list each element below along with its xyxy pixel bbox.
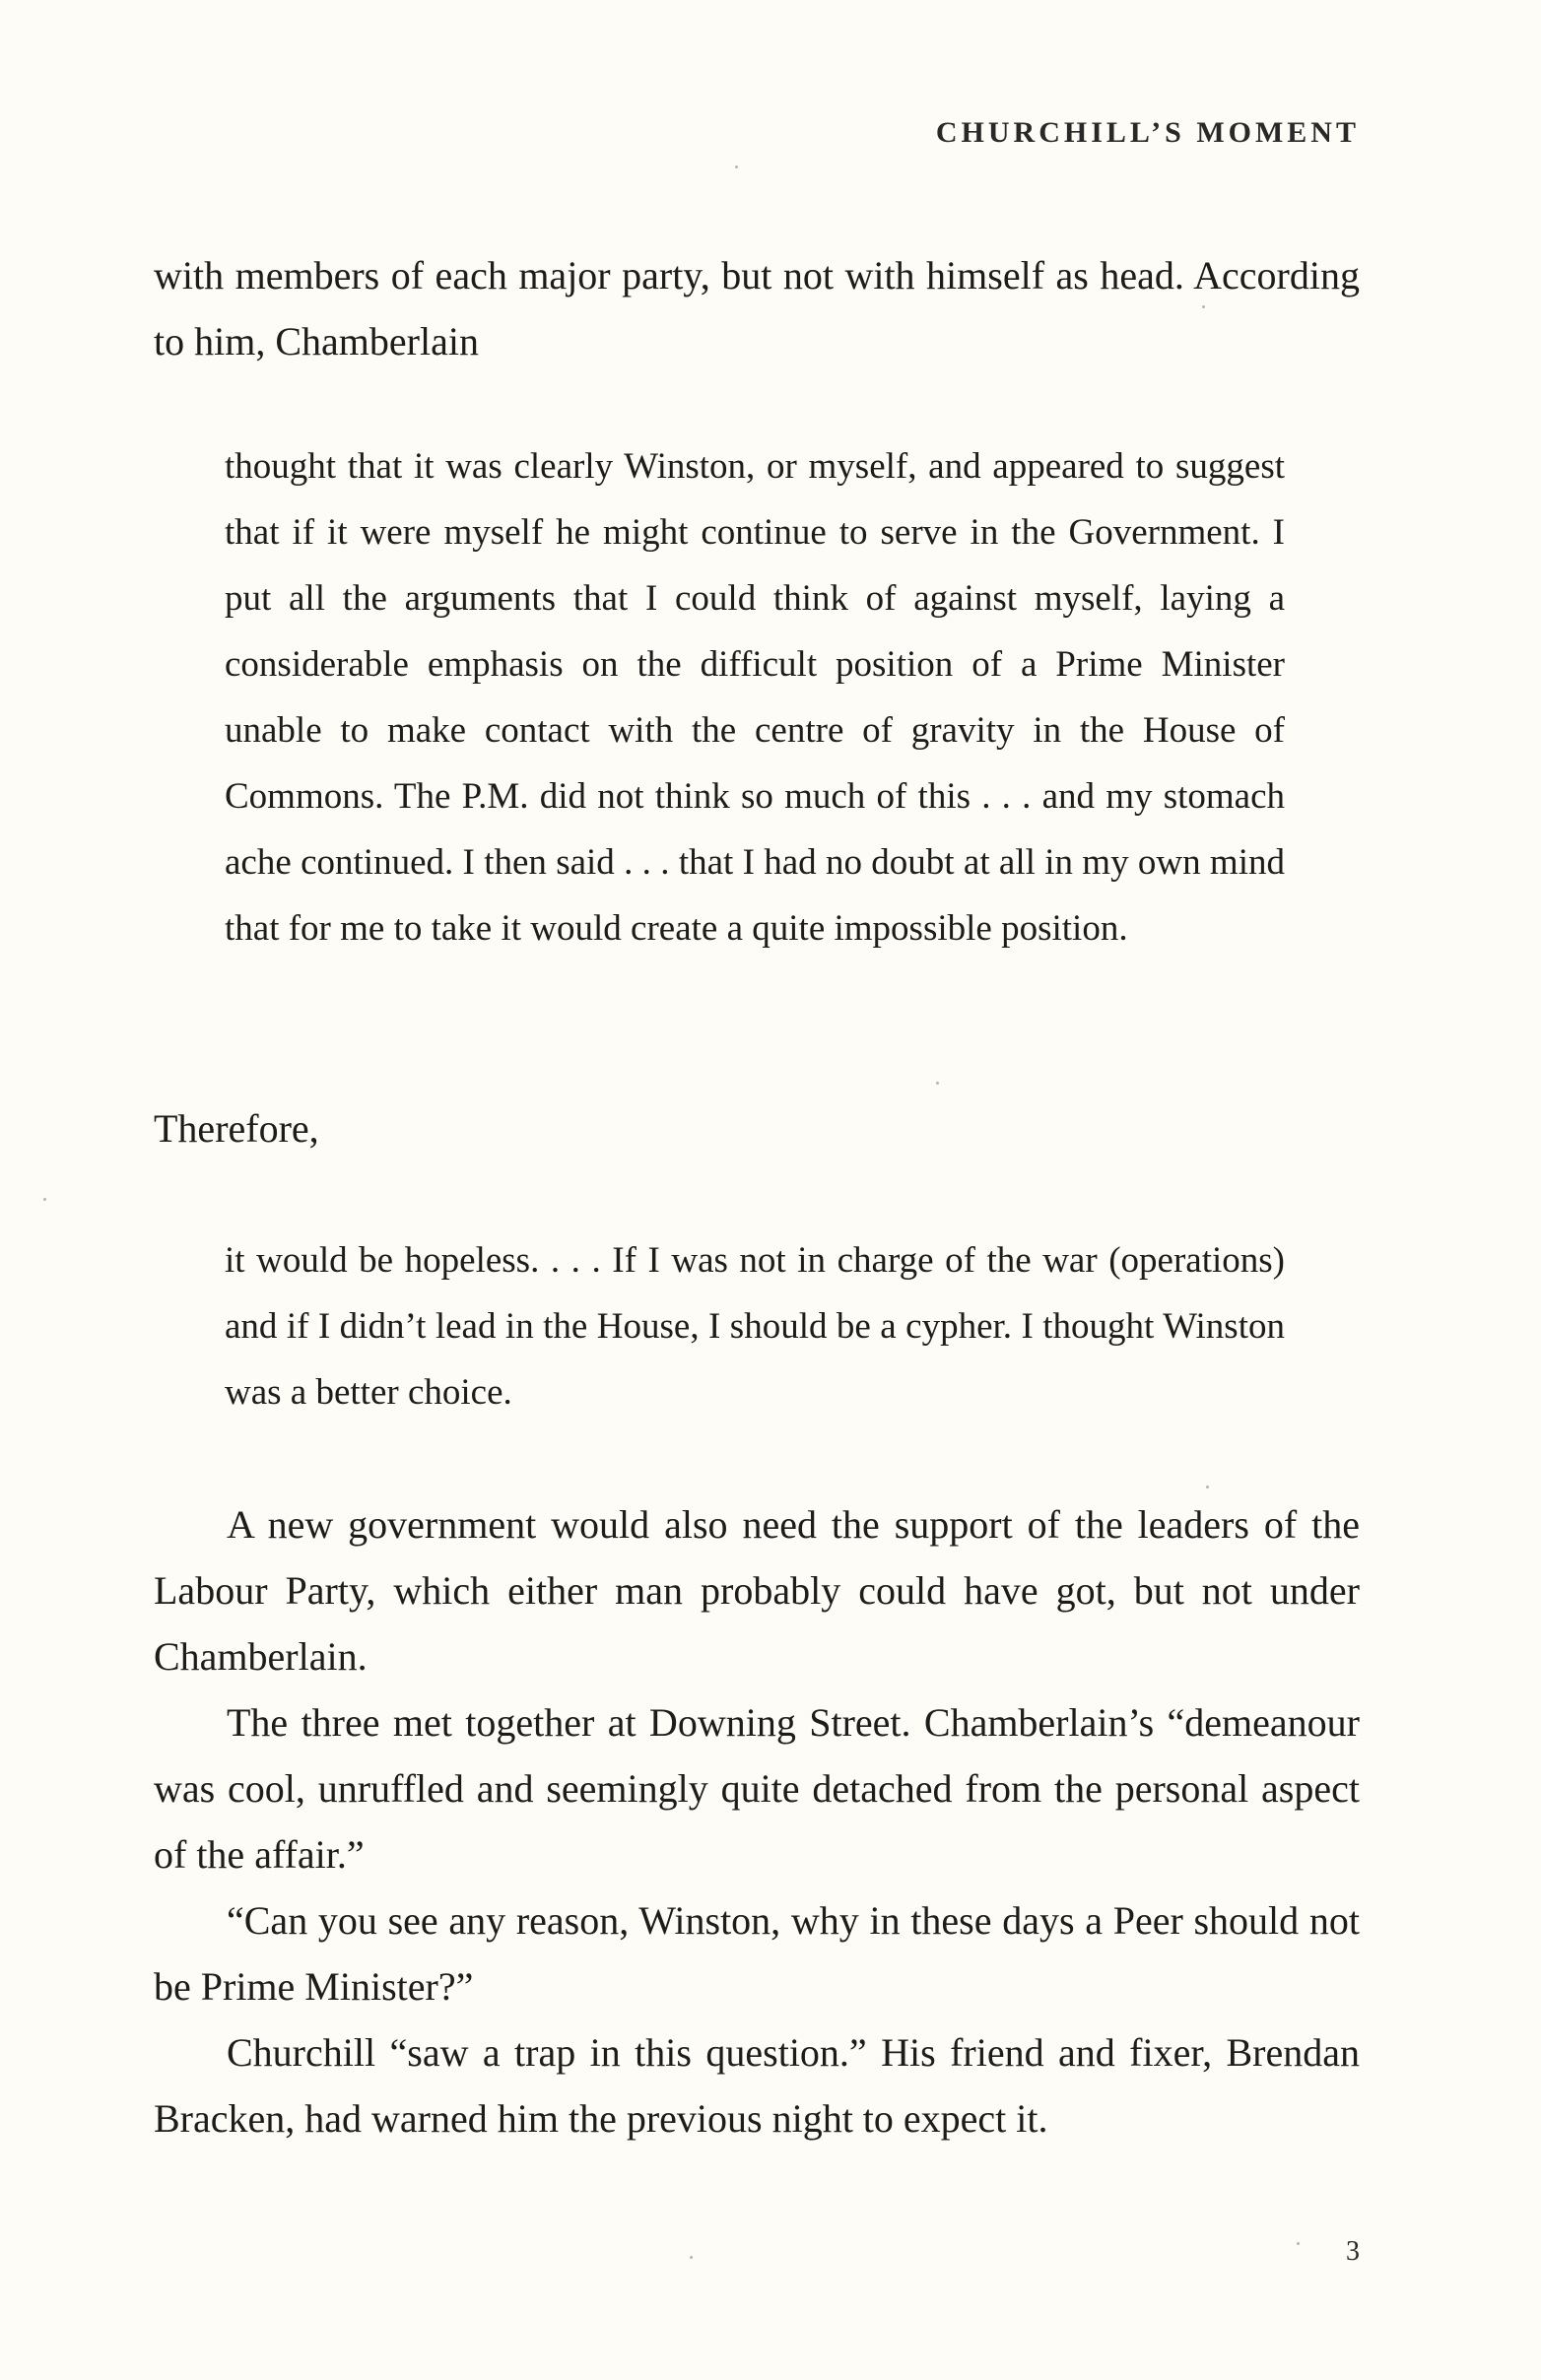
dust-speck	[1297, 2242, 1300, 2245]
paragraph-6: Churchill “saw a trap in this question.” His friend and fixer, Brendan Bracken, had warned him the previous night to expect it.	[154, 2030, 1360, 2141]
paragraph-4: The three met together at Downing Street. Chamberlain’s “demeanour was cool, unruffled and seemingly quite detached from the personal aspect of the affair.”	[154, 1700, 1360, 1877]
page-number: 3	[1346, 2236, 1360, 2267]
dust-speck	[735, 165, 738, 168]
block-quote-1: thought that it was clearly Winston, or myself, and appeared to suggest that if it were myself he might continue to serve in the Government. I put all the arguments that I could think of against myself, laying a considerable emphasis on the difficult position of a Prime Minister unable to make contact with the centre of gravity in the House of Commons. The P.M. did not think so much of this . . . and my stomach ache continued. I then said . . . that I had no doubt at all in my own mind that for me to take it would create a quite impossible position.	[225, 446, 1285, 949]
paragraph-3: A new government would also need the support of the leaders of the Labour Party, which either man probably could have got, but not under Chamberlain.	[154, 1502, 1360, 1679]
dust-speck	[1206, 1486, 1209, 1488]
running-head: CHURCHILL’S MOMENT	[935, 116, 1360, 149]
paragraph-1: with members of each major party, but not with himself as head. According to him, Chamberlain	[154, 253, 1360, 364]
block-quote-2: it would be hopeless. . . . If I was not in charge of the war (operations) and if I didn’t lead in the House, I should be a cypher. I thought Winston was a better choice.	[225, 1240, 1285, 1413]
dust-speck	[936, 1082, 939, 1085]
dust-speck	[43, 1198, 46, 1201]
dust-speck	[690, 2256, 693, 2259]
dust-speck	[1202, 305, 1205, 308]
paragraph-2: Therefore,	[154, 1106, 319, 1151]
paragraph-5: “Can you see any reason, Winston, why in these days a Peer should not be Prime Minister?”	[154, 1898, 1360, 2009]
